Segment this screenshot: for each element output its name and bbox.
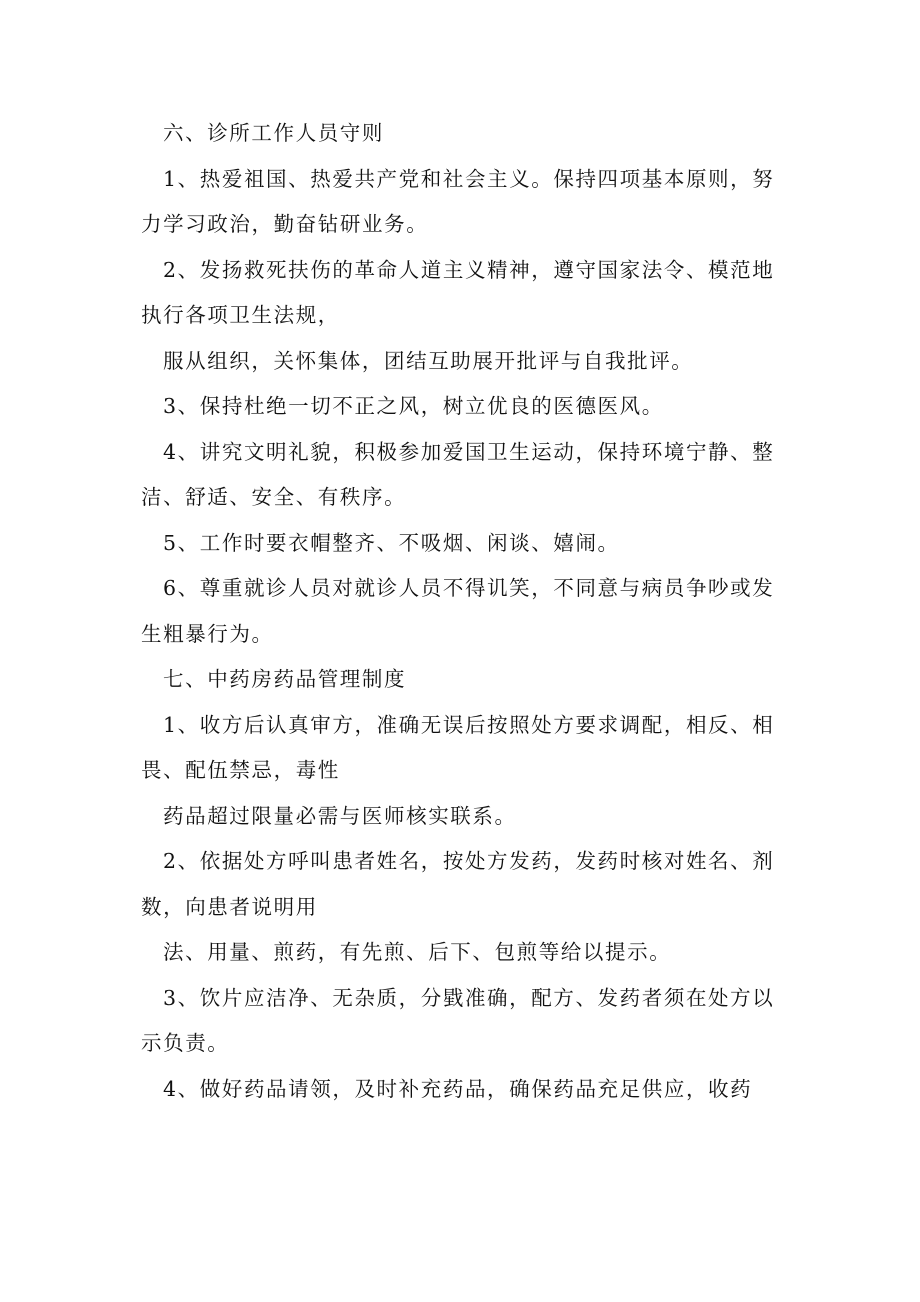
- paragraph: 2、发扬救死扶伤的革命人道主义精神，遵守国家法令、模范地执行各项卫生法规，: [141, 257, 775, 327]
- document-body: [141, 111, 781, 1112]
- paragraph: 3、饮片应洁净、无杂质，分戥准确，配方、发药者须在处方以示负责。: [141, 985, 775, 1055]
- paragraph: 3、保持杜绝一切不正之风，树立优良的医德医风。: [163, 394, 664, 418]
- paragraph: 1、热爱祖国、热爱共产党和社会主义。保持四项基本原则，努力学习政治，勤奋钻研业务。: [141, 166, 775, 236]
- paragraph: 法、用量、煎药，有先煎、后下、包煎等给以提示。: [163, 940, 672, 964]
- section-heading: 七、中药房药品管理制度: [163, 667, 407, 691]
- paragraph: 1、收方后认真审方，准确无误后按照处方要求调配，相反、相畏、配伍禁忌，毒性: [141, 712, 775, 782]
- section-heading: 六、诊所工作人员守则: [163, 121, 384, 145]
- paragraph: 4、做好药品请领，及时补充药品，确保药品充足供应，收药: [163, 1076, 753, 1101]
- paragraph: 服从组织，关怀集体，团结互助展开批评与自我批评。: [163, 348, 694, 373]
- paragraph: 5、工作时要衣帽整齐、不吸烟、闲谈、嬉闹。: [163, 530, 620, 555]
- paragraph: 4、讲究文明礼貌，积极参加爱国卫生运动，保持环境宁静、整洁、舒适、安全、有秩序。: [141, 439, 775, 509]
- paragraph: 2、依据处方呼叫患者姓名，按处方发药，发药时核对姓名、剂数，向患者说明用: [141, 849, 775, 919]
- paragraph: 6、尊重就诊人员对就诊人员不得讥笑，不同意与病员争吵或发生粗暴行为。: [141, 576, 775, 646]
- paragraph: 药品超过限量必需与医师核实联系。: [163, 803, 517, 828]
